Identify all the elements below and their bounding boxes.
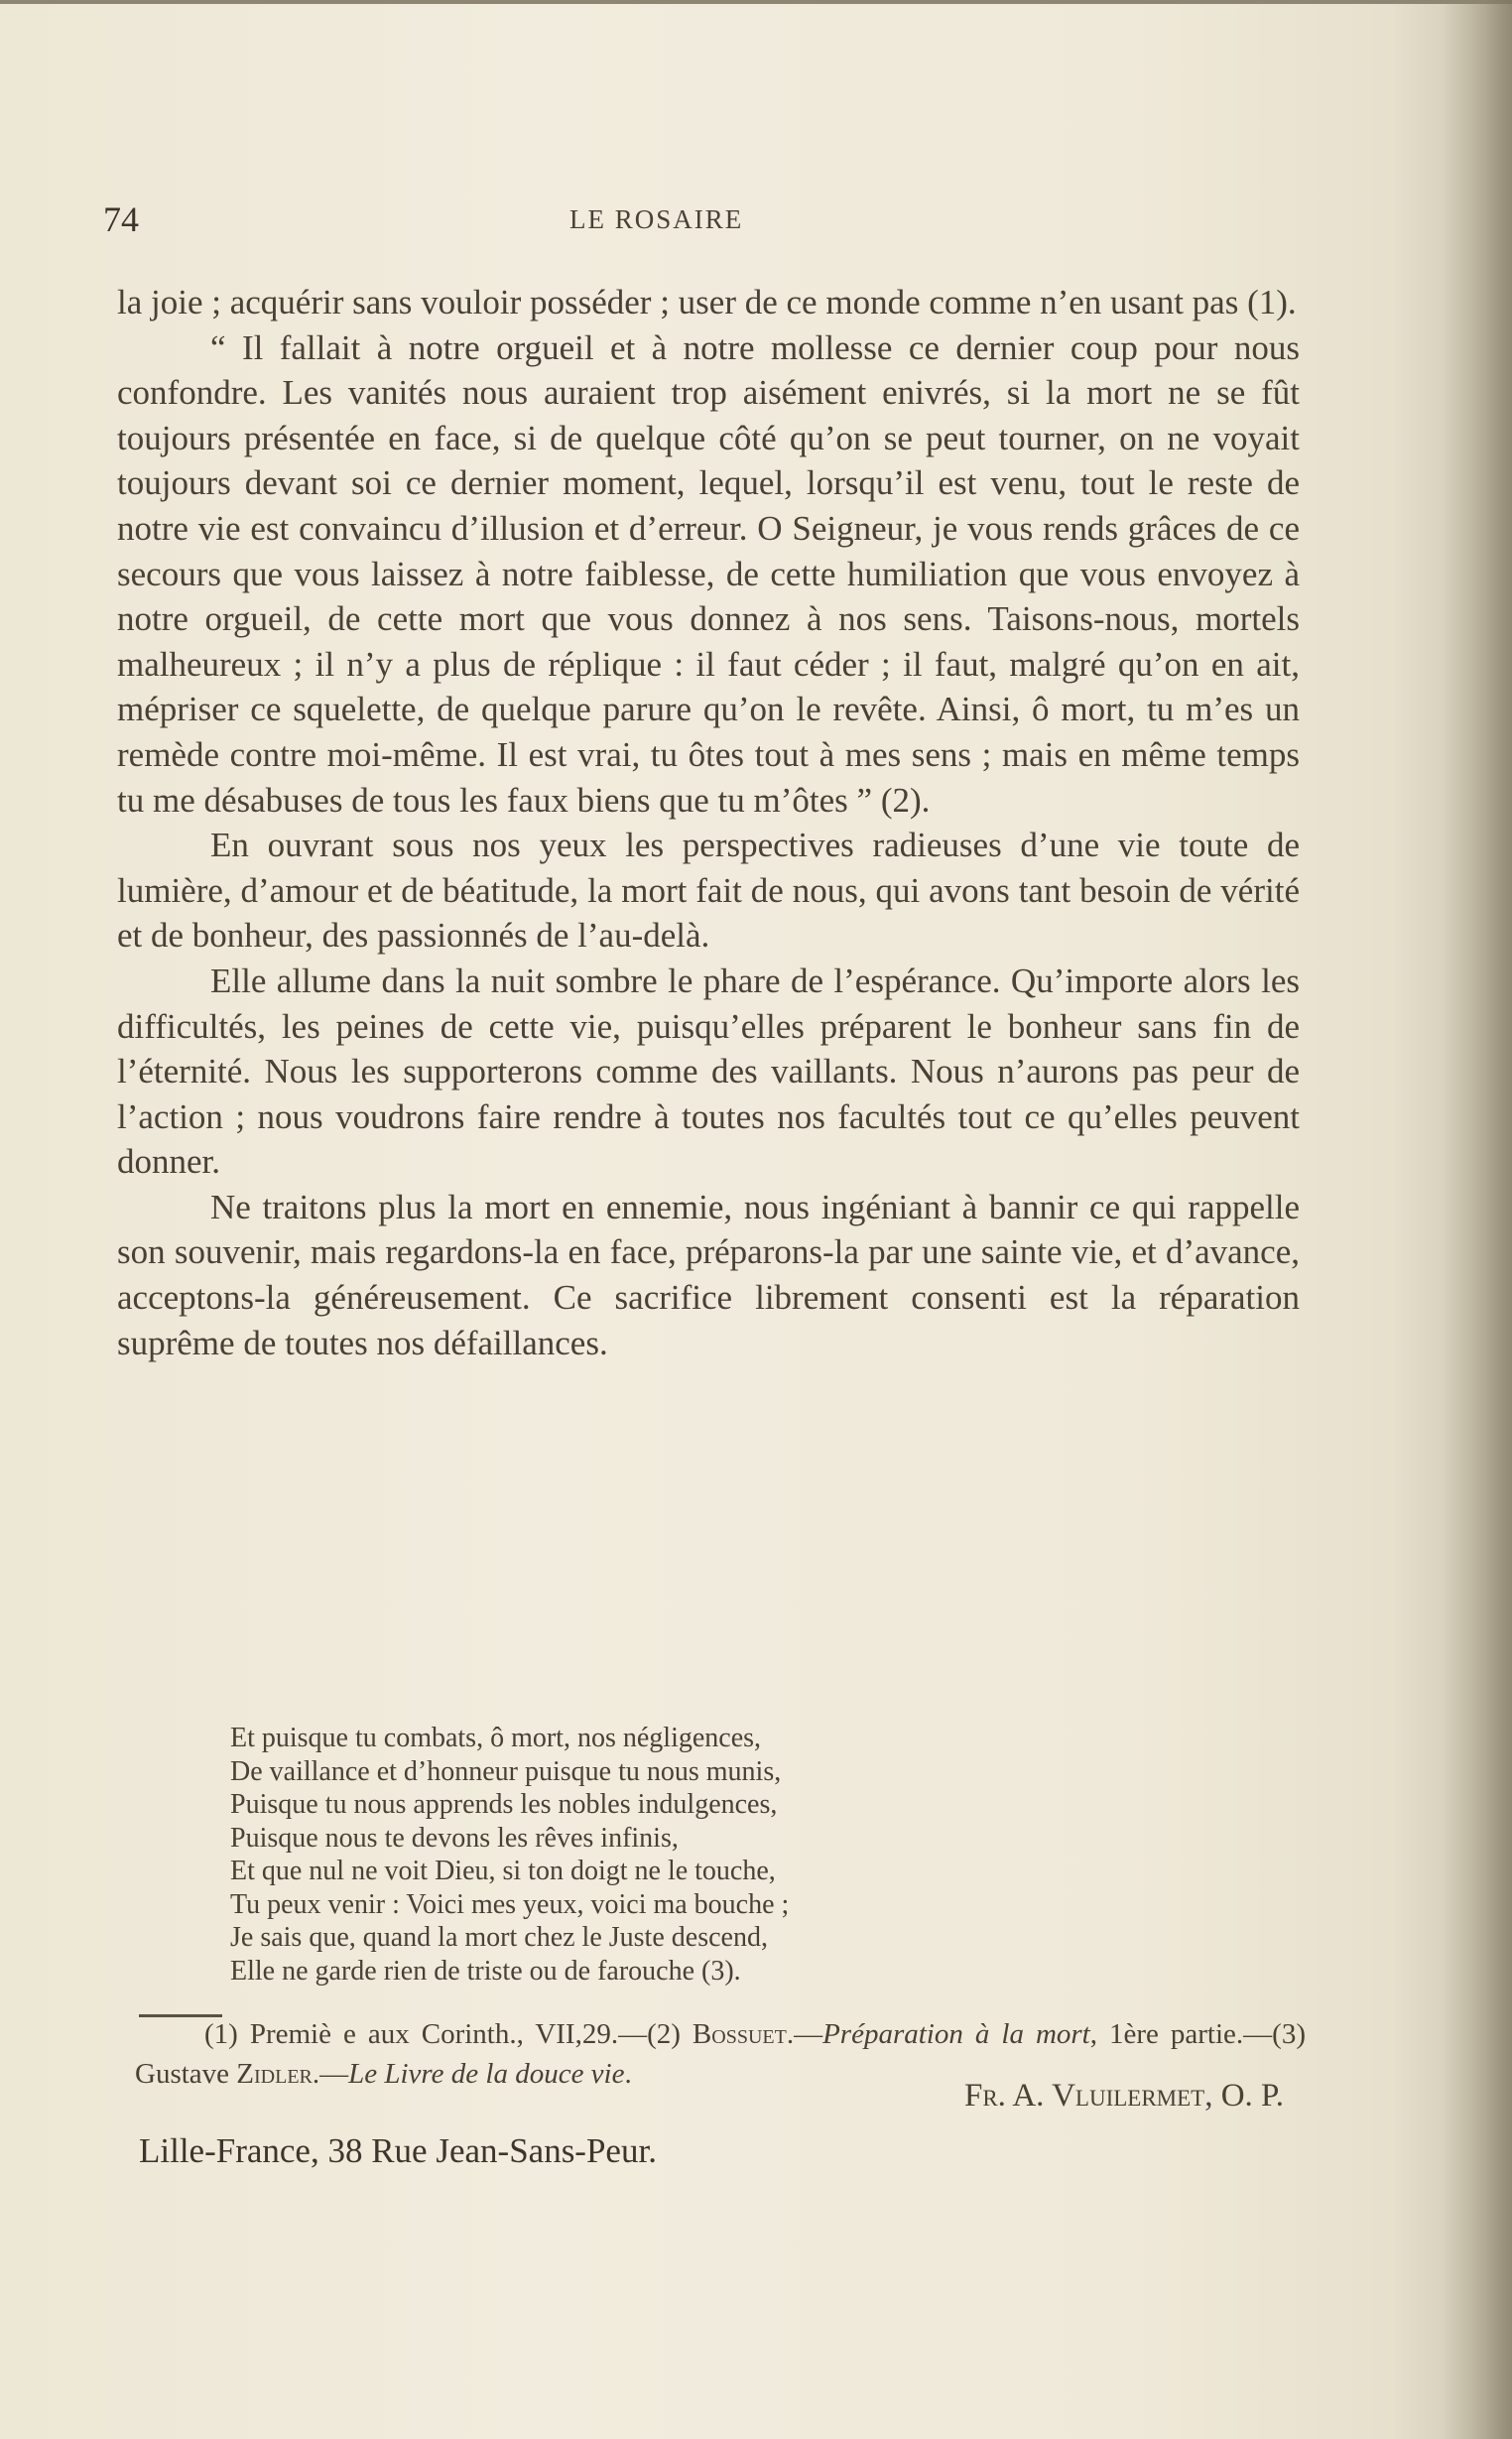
poem-line: Et que nul ne voit Dieu, si ton doigt ne le touche, [230, 1856, 776, 1886]
footnote-3-end: . [624, 2058, 632, 2090]
page-header [103, 198, 1304, 248]
paragraph-5: Ne traitons plus la mort en ennemie, nous ingéniant à bannir ce qui rappelle son souvenir, mais regardons-la en face, préparons-la par une sainte vie, et d’avance, acceptons-la généreusement. Ce sacrifice librement consenti est la réparation suprême de toutes nos défaillances. [117, 1187, 1300, 1362]
footnote-2-rest: , 1ère partie.—(3) Gustave [135, 2018, 1306, 2090]
running-title: LE ROSAIRE [569, 204, 744, 234]
body-text [117, 280, 1300, 1365]
paragraph-3: En ouvrant sous nos yeux les perspectives radieuses d’une vie toute de lumière, d’amour et de béatitude, la mort fait de nous, qui avons tant besoin de vérité et de bonheur, des passionnés de l’au-delà. [117, 826, 1300, 956]
author-signature: Fr. A. Vluilermet, O. P. [963, 2078, 1284, 2114]
footnote-3-separator: .— [312, 2058, 349, 2090]
poem-line: Tu peux venir : Voici mes yeux, voici ma bouche ; [230, 1888, 790, 1920]
page-number: 74 [103, 199, 139, 239]
page-gutter-shadow [1443, 0, 1512, 2439]
poem-line: De vaillance et d’honneur puisque tu nous munis, [230, 1755, 782, 1787]
poem-line: Et puisque tu combats, ô mort, nos négligences, [230, 1723, 762, 1753]
poem-line: Puisque nous te devons les rêves infinis, [230, 1822, 679, 1854]
footnote-2-title: Préparation à la mort [822, 2018, 1090, 2050]
footnote-3-author: Zidler [236, 2058, 313, 2090]
top-edge-rule [0, 0, 1512, 4]
paragraph-4: Elle allume dans la nuit sombre le phare de l’espérance. Qu’importe alors les difficultés, les peines de cette vie, puisqu’elles préparent le bonheur sans fin de l’éternité. Nous les supporterons comme des vaillants. Nous n’aurons pas peur de l’action ; nous voudrons faire rendre à toutes nos facultés tout ce qu’elles peuvent donner. [117, 961, 1300, 1182]
footnote-1: (1) Premiè e aux Corinth., VII,29.—(2) [204, 2018, 693, 2050]
footnote-3-title: Le Livre de la douce vie [348, 2058, 625, 2090]
footnote-2-separator: .— [786, 2018, 823, 2050]
publisher-address: Lille-France, 38 Rue Jean-Sans-Peur. [139, 2131, 657, 2170]
poem [230, 1722, 1123, 1988]
poem-line: Puisque tu nous apprends les nobles indulgences, [230, 1789, 778, 1820]
paragraph-1: la joie ; acquérir sans vouloir posséder ; user de ce monde comme n’en usant pas (1). [117, 283, 1297, 321]
poem-line: Je sais que, quand la mort chez le Juste descend, [230, 1922, 768, 1953]
poem-line: Elle ne garde rien de triste ou de farouche (3). [230, 1955, 741, 1987]
footnote-2-author: Bossuet [692, 2018, 787, 2050]
paragraph-2-bossuet-quote: “ Il fallait à notre orgueil et à notre mollesse ce dernier coup pour nous confondre. Les vanités nous auraient trop aisément enivrés, si la mort ne se fût toujours présentée en face, si de quelque côté qu’on se peut tourner, on ne voyait toujours devant soi ce dernier moment, lequel, lorsqu’il est venu, tout le reste de notre vie est convaincu d’illusion et d’erreur. O Seigneur, je vous rends grâces de ce secours que vous laissez à notre faiblesse, de cette humiliation que vous envoyez à notre orgueil, de cette mort que vous donnez à nos sens. Taisons-nous, mortels malheureux ; il n’y a plus de réplique : il faut céder ; il faut, malgré qu’on en ait, mépriser ce squelette, de quelque parure qu’on le revête. Ainsi, ô mort, tu m’es un remède contre moi-même. Il est vrai, tu ôtes tout à mes sens ; mais en même temps tu me désabuses de tous les faux biens que tu m’ôtes ” (2). [117, 327, 1300, 820]
